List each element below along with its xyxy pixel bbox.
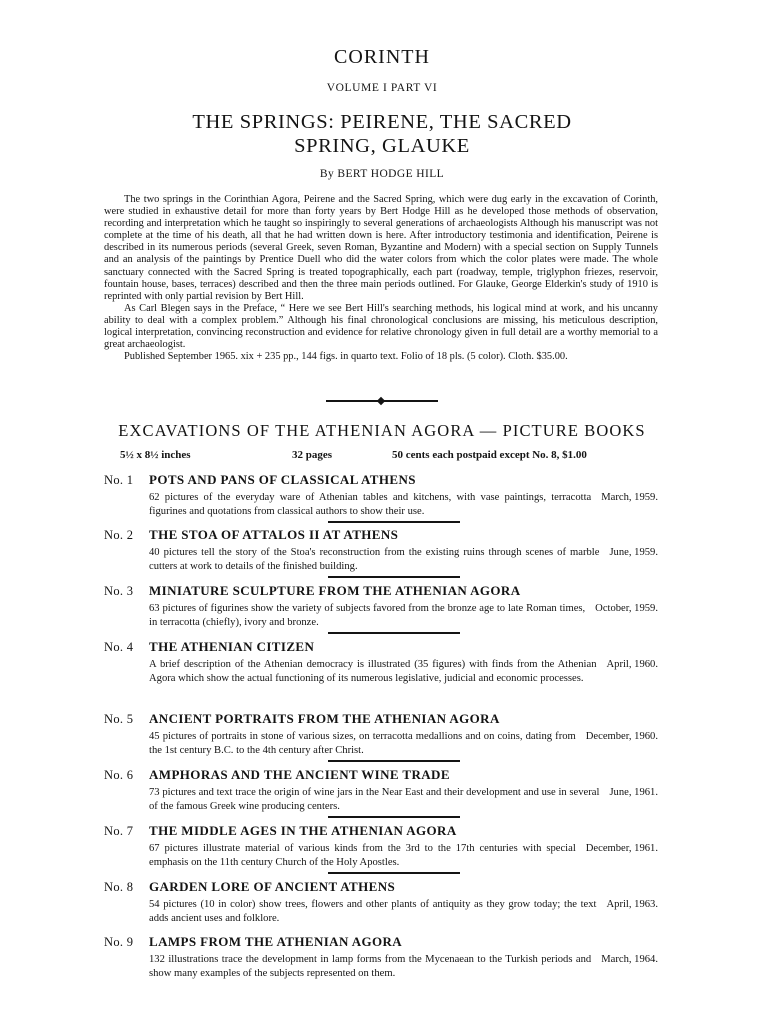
- book-title: THE ATHENIAN CITIZEN: [149, 639, 315, 654]
- picture-books-heading: EXCAVATIONS OF THE ATHENIAN AGORA — PICTURE BOOKS: [118, 421, 646, 440]
- section-divider-ornament: [0, 398, 764, 404]
- book-summary-text: 67 pictures illustrate material of various kinds from the 3rd to the 17th centuries with special emphasis on the 11th century Church of the Holy Apostles.: [149, 843, 576, 868]
- book-title-line-1: THE SPRINGS: PEIRENE, THE SACRED: [192, 111, 572, 133]
- book-summary: [149, 842, 658, 869]
- book-summary: [149, 491, 658, 518]
- description-paragraph-2: As Carl Blegen says in the Preface, “ Here we see Bert Hill's searching methods, his logical mind at work, and his uncanny ability to deal with a complex problem.” Although his final chronological conclusions are missing, his meticulous description, logical interpretation, convincing reconstruction and evidence for relative chronology given in full detail are a worthy memorial to a great archaeologist.: [104, 302, 658, 351]
- book-number: No. 2: [104, 528, 134, 542]
- book-number: No. 4: [104, 640, 134, 654]
- page-count: 32 pages: [292, 449, 333, 461]
- book-number: No. 9: [104, 935, 134, 949]
- entry-divider-line: [328, 576, 460, 578]
- book-title-line-2: SPRING, GLAUKE: [294, 135, 470, 157]
- book-date: December, 1960.: [585, 731, 658, 742]
- book-summary-text: 45 pictures of portraits in stone of various sizes, on terracotta medallions and on coins, dating from the 1st century B.C. to the 4th century after Christ.: [149, 731, 576, 756]
- book-date: December, 1961.: [585, 843, 658, 854]
- book-summary-text: 62 pictures of the everyday ware of Athenian tables and kitchens, with vase paintings, terracotta figurines and quotations from classical authors to show their use.: [149, 492, 592, 517]
- book-summary-text: 132 illustrations trace the development in lamp forms from the Mycenaean to the Turkish periods and show many examples of the subjects represented on them.: [149, 954, 592, 979]
- book-title: THE MIDDLE AGES IN THE ATHENIAN AGORA: [149, 823, 457, 838]
- publication-details: Published September 1965. xix + 235 pp., 144 figs. in quarto text. Folio of 18 pls. (5 color). Cloth. $35.00.: [124, 351, 568, 363]
- book-title: POTS AND PANS OF CLASSICAL ATHENS: [149, 472, 416, 487]
- book-summary: [149, 786, 658, 813]
- book-summary: [149, 602, 658, 629]
- price-note: 50 cents each postpaid except No. 8, $1.00: [392, 449, 587, 461]
- book-date: April, 1960.: [606, 659, 658, 670]
- book-summary-text: 73 pictures and text trace the origin of wine jars in the Near East and their development and use in several of the famous Greek wine producing centers.: [149, 787, 600, 812]
- book-number: No. 6: [104, 768, 134, 782]
- series-title: CORINTH: [334, 46, 430, 68]
- book-number: No. 1: [104, 473, 134, 487]
- book-date: June, 1961.: [609, 787, 658, 798]
- book-title: [0, 110, 764, 158]
- book-summary-text: 63 pictures of figurines show the variety of subjects favored from the bronze age to late Roman times, in terracotta (chiefly), ivory and bronze.: [149, 603, 586, 628]
- book-summary: [149, 898, 658, 925]
- book-title: ANCIENT PORTRAITS FROM THE ATHENIAN AGORA: [149, 711, 500, 726]
- book-date: March, 1964.: [601, 954, 658, 965]
- book-summary: [149, 658, 658, 685]
- entry-divider-line: [328, 816, 460, 818]
- book-summary-text: A brief description of the Athenian democracy is illustrated (35 figures) with finds from the Athenian Agora which show the actual functioning of its numerous legislative, judicial and economic processes.: [149, 659, 597, 684]
- book-summary: [149, 546, 658, 573]
- description-paragraph-1: The two springs in the Corinthian Agora, Peirene and the Sacred Spring, which were dug early in the excavation of Corinth, were studied in exhaustive detail for more than forty years by Bert Hodge Hill as he developed those methods of observation, recording and interpretation which he taught so inspiringly to several generations of archaeologists Although his manuscript was not complete at the time of his death, all that he had written down is here. After introductory testimonia and identification, Peirene is described in its numerous periods (several Greek, seven Roman, Byzantine and Modern) with a special section on Supply Tunnels and an analysis of the paintings by Prentice Duell who did the water colors from which the color plates were made. The whole sanctuary connected with the Sacred Spring is treated topographically, each part (roadway, temple, triglyphon friezes, reservoir, fountain house, bases, terraces) described and then the three main periods outlined. For Glauke, George Elderkin's study of 1910 is reprinted with only partial revision by Bert Hill.: [104, 194, 658, 302]
- entry-divider-line: [328, 872, 460, 874]
- book-date: October, 1959.: [595, 603, 658, 614]
- book-title: AMPHORAS AND THE ANCIENT WINE TRADE: [149, 767, 450, 782]
- author-byline: By BERT HODGE HILL: [319, 168, 445, 180]
- book-date: June, 1959.: [609, 547, 658, 558]
- book-number: No. 3: [104, 584, 134, 598]
- book-title: MINIATURE SCULPTURE FROM THE ATHENIAN AGORA: [149, 583, 521, 598]
- divider-diamond-icon: [377, 397, 385, 405]
- entry-divider-line: [328, 632, 460, 634]
- book-number: No. 7: [104, 824, 134, 838]
- book-number: No. 8: [104, 880, 134, 894]
- book-description: [104, 194, 658, 363]
- volume-label: VOLUME I PART VI: [326, 82, 438, 94]
- picture-books-specs: [120, 449, 640, 463]
- book-size: 5½ x 8½ inches: [120, 449, 191, 461]
- book-summary-text: 40 pictures tell the story of the Stoa's reconstruction from the existing ruins through scenes of marble cutters at work to details of the finished building.: [149, 547, 600, 572]
- book-number: No. 5: [104, 712, 134, 726]
- entry-divider-line: [328, 521, 460, 523]
- book-title: GARDEN LORE OF ANCIENT ATHENS: [149, 879, 396, 894]
- book-date: March, 1959.: [601, 492, 658, 503]
- book-summary: [149, 953, 658, 980]
- book-summary: [149, 730, 658, 757]
- entry-divider-line: [328, 760, 460, 762]
- book-title: LAMPS FROM THE ATHENIAN AGORA: [149, 934, 403, 949]
- book-date: April, 1963.: [606, 899, 658, 910]
- book-summary-text: 54 pictures (10 in color) show trees, flowers and other plants of antiquity as they grow today; the text adds ancient uses and folklore.: [149, 899, 597, 924]
- book-title: THE STOA OF ATTALOS II AT ATHENS: [149, 527, 399, 542]
